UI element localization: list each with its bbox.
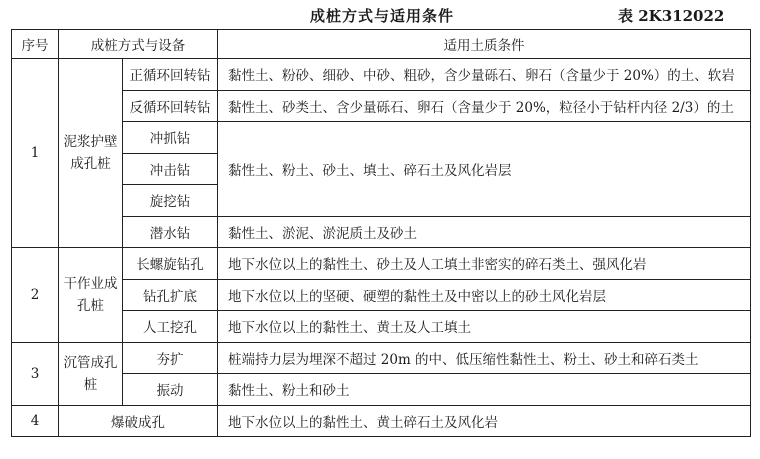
condition-cell: 地下水位以上的坚硬、硬塑的黏性土及中密以上的砂土风化岩层 xyxy=(218,279,751,311)
equipment-cell: 反循环回转钻 xyxy=(123,90,218,122)
group-no: 1 xyxy=(12,59,59,248)
condition-cell: 地下水位以上的黏性土、砂土及人工填土非密实的碎石类土、强风化岩 xyxy=(218,248,751,280)
equipment-cell: 旋挖钻 xyxy=(123,185,218,217)
header-row xyxy=(12,30,751,59)
group-no: 2 xyxy=(12,248,59,343)
group-no: 4 xyxy=(12,405,59,437)
table-row xyxy=(12,374,751,406)
condition-cell: 地下水位以上的黏性土、黄土及人工填土 xyxy=(218,311,751,343)
header-no: 序号 xyxy=(12,30,59,59)
equipment-cell: 潜水钻 xyxy=(123,216,218,248)
condition-cell: 黏性土、粉土和砂土 xyxy=(218,374,751,406)
group-method: 爆破成孔 xyxy=(59,405,218,437)
equipment-cell: 钻孔扩底 xyxy=(123,279,218,311)
condition-cell: 黏性土、砂类土、含少量砾石、卵石（含量少于 20%，粒径小于钻杆内径 2/3）的土 xyxy=(218,90,751,122)
condition-cell: 黏性土、粉砂、细砂、中砂、粗砂，含少量砾石、卵石（含量少于 20%）的土、软岩 xyxy=(218,59,751,91)
equipment-cell: 振动 xyxy=(123,374,218,406)
header-method: 成桩方式与设备 xyxy=(59,30,218,59)
group-method: 泥浆护壁成孔桩 xyxy=(59,59,123,248)
table-title: 成桩方式与适用条件 xyxy=(310,7,455,25)
table-row xyxy=(12,90,751,122)
condition-cell: 黏性土、淤泥、淤泥质土及砂土 xyxy=(218,216,751,248)
equipment-cell: 夯扩 xyxy=(123,342,218,374)
condition-cell: 黏性土、粉土、砂土、填土、碎石土及风化岩层 xyxy=(218,122,751,217)
table-row xyxy=(12,216,751,248)
table-row xyxy=(12,248,751,280)
header-condition: 适用土质条件 xyxy=(218,30,751,59)
equipment-cell: 正循环回转钻 xyxy=(123,59,218,91)
pile-method-table xyxy=(11,29,751,437)
condition-cell: 地下水位以上的黏性土、黄土碎石土及风化岩 xyxy=(218,405,751,437)
table-row xyxy=(12,342,751,374)
group-method: 沉管成孔桩 xyxy=(59,342,123,405)
equipment-cell: 长螺旋钻孔 xyxy=(123,248,218,280)
equipment-cell: 冲击钻 xyxy=(123,153,218,185)
table-row xyxy=(12,122,751,154)
table-row xyxy=(12,279,751,311)
table-row xyxy=(12,59,751,91)
equipment-cell: 人工挖孔 xyxy=(123,311,218,343)
group-no: 3 xyxy=(12,342,59,405)
group-method: 干作业成孔桩 xyxy=(59,248,123,343)
equipment-cell: 冲抓钻 xyxy=(123,122,218,154)
condition-cell: 桩端持力层为埋深不超过 20m 的中、低压缩性黏性土、粉土、砂土和碎石类土 xyxy=(218,342,751,374)
table-number: 表 2K312022 xyxy=(618,7,725,25)
table-caption xyxy=(0,0,760,30)
table-row xyxy=(12,405,751,437)
table-row xyxy=(12,311,751,343)
